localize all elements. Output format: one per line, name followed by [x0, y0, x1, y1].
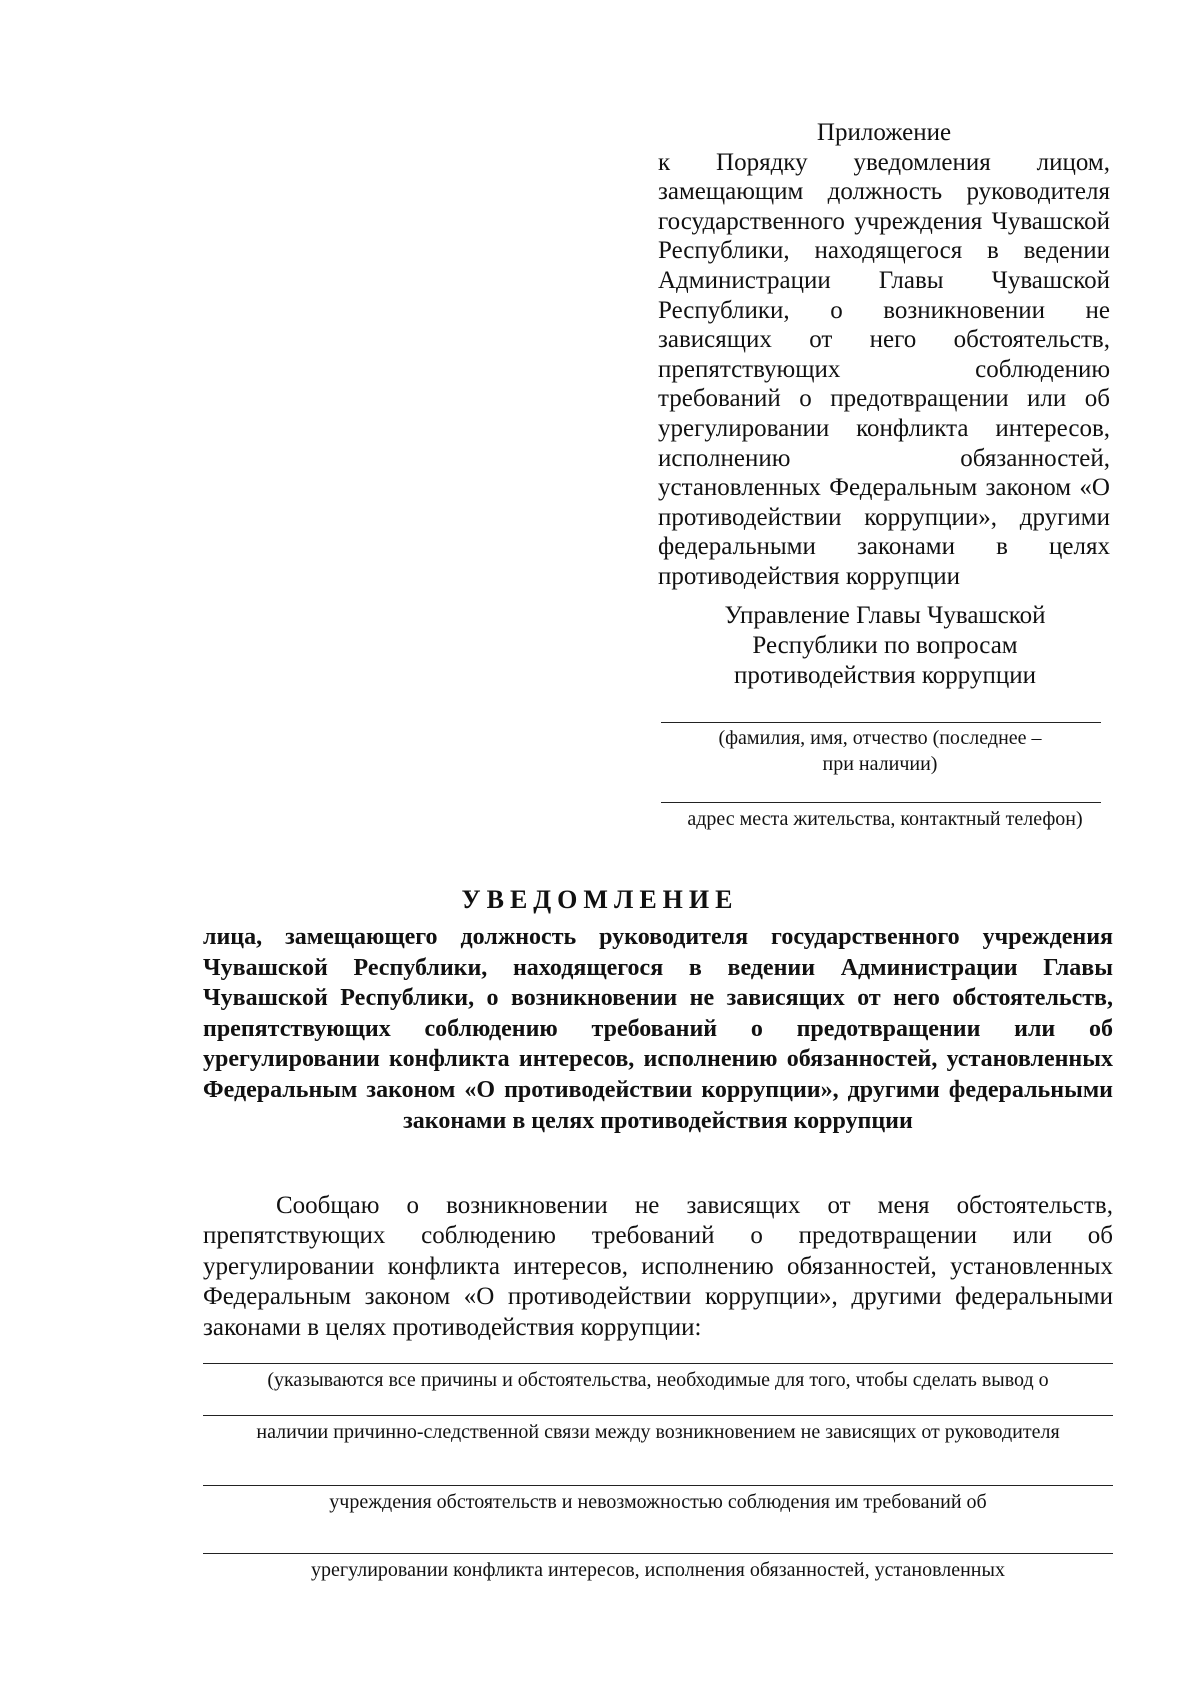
reason-caption: (указываются все причины и обстоятельства, необходимые для того, чтобы сделать вывод о	[267, 1369, 1049, 1391]
annex-description: к Порядку уведомления лицом, замещающим должность руководителя государственного учреждения Чувашской Республики, находящегося в ведении Администрации Главы Чувашской Республики, о возникновении не зависящих от него обстоятельств, препятствующих соблюдению требований о предотвращении или об урегулировании конфликта интересов, исполнению обязанностей, установленных Федеральным законом «О противодействии коррупции», другими федеральными законами в целях противодействия коррупции	[658, 148, 1110, 590]
notice-subtitle: лица, замещающего должность руководителя государственного учреждения Чувашской Республики, находящегося в ведении Администрации Главы Чувашской Республики, о возникновении не зависящих от него обстоятельств, препятствующих соблюдению требований о предотвращении или об урегулировании конфликта интересов, исполнению обязанностей, установленных Федеральным законом «О противодействии коррупции», другими федеральными законами в целях противодействия коррупции	[203, 924, 1113, 1134]
recipient-line: Управление Главы Чувашской	[724, 602, 1046, 629]
caption-line: (фамилия, имя, отчество (последнее –	[718, 727, 1042, 749]
recipient-block	[650, 601, 1120, 691]
annex-header	[658, 118, 1110, 592]
sender-name-caption	[650, 725, 1110, 777]
reason-blank-line[interactable]	[203, 1553, 1113, 1554]
notice-body-text: Сообщаю о возникновении не зависящих от меня обстоятельств, препятствующих соблюдению требований о предотвращении или об урегулировании конфликта интересов, исполнению обязанностей, установленных Федеральным законом «О противодействии коррупции», другими федеральными законами в целях противодействия коррупции:	[203, 1192, 1113, 1341]
reason-blank-line[interactable]	[203, 1363, 1113, 1364]
reason-caption: урегулировании конфликта интересов, исполнения обязанностей, установленных	[311, 1559, 1005, 1581]
recipient-line: Республики по вопросам	[752, 632, 1018, 659]
caption-line: при наличии)	[822, 753, 938, 775]
reason-blank-line[interactable]	[203, 1415, 1113, 1416]
notice-heading: УВЕДОМЛЕНИЕ	[461, 885, 739, 914]
sender-address-blank[interactable]	[661, 802, 1101, 803]
reason-caption: наличии причинно-следственной связи между возникновением не зависящих от руководителя	[256, 1421, 1060, 1443]
sender-address-caption: адрес места жительства, контактный телефон)	[687, 808, 1083, 830]
reason-caption: учреждения обстоятельств и невозможностью соблюдения им требований об	[329, 1491, 987, 1513]
reason-blank-line[interactable]	[203, 1485, 1113, 1486]
recipient-line: противодействия коррупции	[734, 662, 1036, 689]
annex-title: Приложение	[816, 119, 952, 146]
sender-name-blank[interactable]	[661, 722, 1101, 723]
